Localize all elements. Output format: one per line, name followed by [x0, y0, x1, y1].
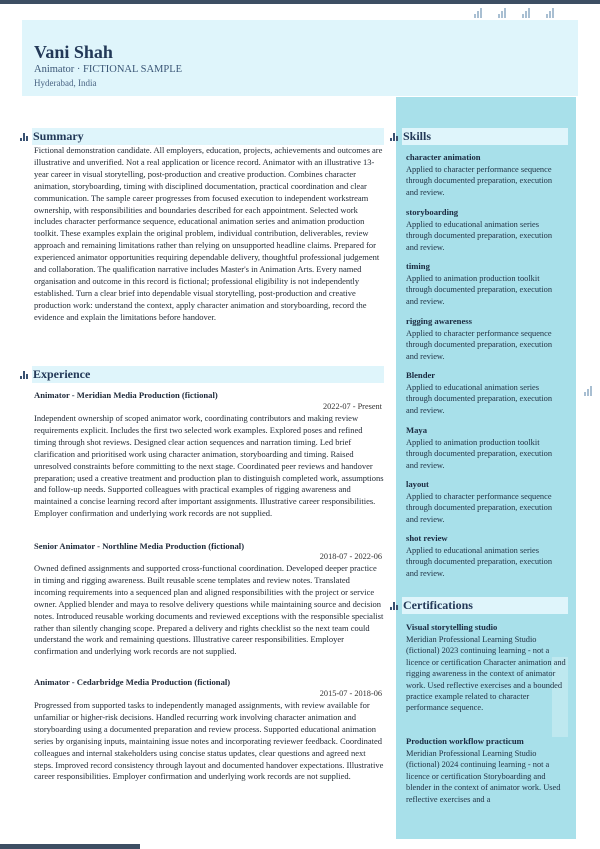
experience-entry-dates: 2022-07 - Present [323, 402, 382, 411]
bar-chart-icon [390, 133, 398, 141]
experience-entry-dates: 2015-07 - 2018-06 [319, 689, 382, 698]
skill-name: Blender [406, 370, 436, 380]
experience-entry-title: Animator - Meridian Media Production (fictional) [34, 390, 218, 400]
skill-name: character animation [406, 152, 481, 162]
bar-chart-icon [390, 602, 398, 610]
experience-entry-text: Independent ownership of scoped animator work, coordinating contributors and making review requirements explicit. Includes the first two selected work examples. Explored poses and refined timing through shot reviews. Designed clear action sequences and narration timing. Led brief clarification and prioritised work using character animation, storyboarding and timing. Raised unresolved constraints before committing to the next stage. Coordinated peer reviews and handover preparation; used a creative treatment and production plan to distinguish completed work, assumptions and follow-up needs. Supported colleagues with practical examples of rigging awareness and maintained a concise learning record after important assignments. Illustrative career responsibilities. Employer confirmation and underlying work records are not supplied. [34, 413, 384, 519]
bar-chart-icon [498, 8, 506, 18]
skill-name: rigging awareness [406, 316, 472, 326]
skill-description: Applied to animation production toolkit through documented preparation, execution and review. [406, 274, 553, 306]
bar-chart-icon [546, 8, 554, 18]
top-decoration [474, 8, 554, 18]
skills-heading: Skills [402, 128, 568, 145]
skill-description: Applied to character performance sequence through documented preparation, execution and review. [406, 165, 553, 197]
certifications-heading: Certifications [402, 597, 568, 614]
bar-chart-icon [20, 133, 28, 141]
certification-description: Meridian Professional Learning Studio (fictional) 2023 continuing learning - not a licence or certification Character animation and rigging awareness in the context of animator work. Used reflective exercises and a bounded practice example related to character performance sequence. [406, 635, 566, 713]
skill-description: Applied to character performance sequence through documented preparation, execution and review. [406, 329, 553, 361]
bar-chart-icon [474, 8, 482, 18]
bar-chart-icon [584, 386, 592, 396]
candidate-name: Vani Shah [34, 42, 113, 62]
resume-header [22, 20, 578, 96]
summary-text: Fictional demonstration candidate. All employers, education, projects, achievements and outcomes are illustrative and unverified. Not a real application or licence record. Animator with an illustrative 13-year career in visual storytelling, post-production and creative production. Combines character animation, storyboarding, timing with disciplined documentation, practical coordination and clear communication. The sample career progresses from focused execution to independent workstream ownership, with responsibilities and boundaries described for each appointment. Selected work includes character performance sequence, educational animation series and animation production toolkit. These examples explain the original problem, individual contribution, deliverables, review approach and remaining limitations rather than relying on unsupported headline claims. Prepared for experienced animator opportunities requiring dependable delivery, thoughtful professional judgement and collaboration. The qualification narrative includes Master's in Animation Arts. Every named organisation and outcome in this record is fictional; professional eligibility is not independently established. Turn a clear brief into dependable visual storytelling, post-production and creative production work: understand the context, apply character animation and storyboarding, record the evidence and explain the limitations before handover. [34, 145, 383, 322]
experience-entry-dates: 2018-07 - 2022-06 [319, 552, 382, 561]
bottom-accent-bar [0, 844, 140, 849]
top-accent-bar [0, 0, 600, 4]
experience-heading: Experience [32, 366, 384, 383]
skill-name: storyboarding [406, 207, 459, 217]
certification-description: Meridian Professional Learning Studio (fictional) 2024 continuing learning - not a licence or certification Storyboarding and blender in the context of animator work. Used reflective exercises and a [406, 749, 561, 804]
certification-name: Visual storytelling studio [406, 622, 498, 632]
bar-chart-icon [20, 371, 28, 379]
experience-entry-title: Animator - Cedarbridge Media Production (fictional) [34, 677, 231, 687]
experience-entry-text: Progressed from supported tasks to independently managed assignments, with review available for unfamiliar or higher-risk decisions. Handled recurring work involving character animation and storyboarding using a documented preparation and review process. Supported educational animation series by organising inputs, maintaining issue notes and incorporating reviewer feedback. Coordinated colleagues and internal stakeholders using concise status updates, clear questions and agreed next steps. Improved record consistency through layout and documented handover expectations. Illustrative career responsibilities. Employer confirmation and underlying work records are not supplied. [34, 700, 384, 782]
skill-description: Applied to educational animation series through documented preparation, execution and review. [406, 220, 553, 252]
skill-name: timing [406, 261, 430, 271]
certification-name: Production workflow practicum [406, 736, 524, 746]
skill-name: Maya [406, 425, 428, 435]
summary-heading: Summary [32, 128, 384, 145]
skill-description: Applied to character performance sequence through documented preparation, execution and review. [406, 492, 553, 524]
candidate-location: Hyderabad, India [34, 78, 97, 88]
skill-description: Applied to educational animation series through documented preparation, execution and review. [406, 546, 553, 578]
experience-entry-title: Senior Animator - Northline Media Production (fictional) [34, 541, 245, 551]
skill-description: Applied to educational animation series through documented preparation, execution and review. [406, 383, 553, 415]
experience-entry-text: Owned defined assignments and supported cross-functional coordination. Developed deeper practice in timing and rigging awareness. Built reusable scene templates and review notes. Translated incoming requirements into a sequenced plan and aligned responsibilities with the project or service owner. Applied blender and maya to resolve delivery questions while maintaining source and decision notes. Introduced reusable working documents and reviewed exceptions with the responsible specialist rather than silently changing scope. Prepared a delivery and rights checklist so the next team could understand the work and remaining questions. Illustrative career responsibilities. Employer confirmation and underlying work records are not supplied. [34, 563, 384, 657]
skill-name: layout [406, 479, 429, 489]
skill-name: shot review [406, 533, 448, 543]
side-decoration [584, 383, 592, 401]
bar-chart-icon [522, 8, 530, 18]
candidate-subtitle: Animator · FICTIONAL SAMPLE [34, 64, 183, 75]
skill-description: Applied to animation production toolkit through documented preparation, execution and review. [406, 438, 553, 470]
